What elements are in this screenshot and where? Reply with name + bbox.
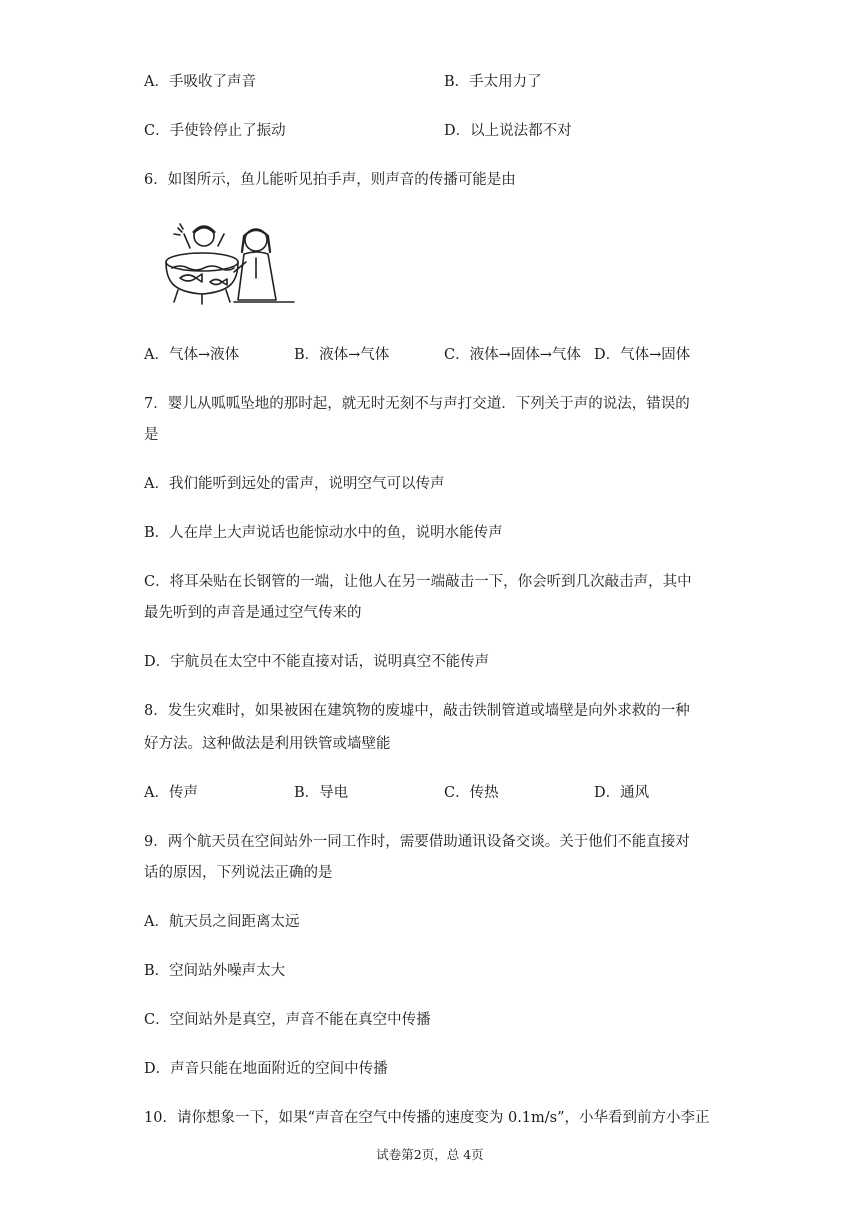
q7-option-d[interactable]: D．宇航员在太空中不能直接对话，说明真空不能传声 <box>144 654 490 670</box>
q8-stem-line2: 好方法。这种做法是利用铁管或墙壁能 <box>144 736 391 752</box>
q8-option-d[interactable]: D．通风 <box>594 785 650 801</box>
q9-stem-line2: 话的原因，下列说法正确的是 <box>144 865 333 881</box>
q8-option-a[interactable]: A．传声 <box>144 785 198 801</box>
page-footer: 试卷第2页，总 4页 <box>376 1147 484 1162</box>
q9-stem-line1: 9．两个航天员在空间站外一同工作时，需要借助通讯设备交谈。关于他们不能直接对 <box>144 834 690 850</box>
q7-option-c-line2[interactable]: 最先听到的声音是通过空气传来的 <box>144 605 362 621</box>
q7-stem-line1: 7．婴儿从呱呱坠地的那时起，就无时无刻不与声打交道．下列关于声的说法，错误的 <box>144 396 690 412</box>
q5-option-a[interactable]: A．手吸收了声音 <box>144 74 256 90</box>
q6-stem: 6．如图所示，鱼儿能听见拍手声，则声音的传播可能是由 <box>144 172 516 188</box>
q7-stem-line2: 是 <box>144 427 159 443</box>
q6-option-a[interactable]: A．气体→液体 <box>144 347 240 363</box>
q5-option-b[interactable]: B．手太用力了 <box>444 74 542 90</box>
q8-option-c[interactable]: C．传热 <box>444 785 499 801</box>
q6-option-b[interactable]: B．液体→气体 <box>294 347 390 363</box>
q10-stem-line1: 10．请你想象一下，如果“声音在空气中传播的速度变为 0.1m/s”，小华看到前方小李正 <box>144 1110 710 1126</box>
q9-option-d[interactable]: D．声音只能在地面附近的空间中传播 <box>144 1061 388 1077</box>
q5-option-d[interactable]: D．以上说法都不对 <box>444 123 572 139</box>
q7-option-b[interactable]: B．人在岸上大声说话也能惊动水中的鱼，说明水能传声 <box>144 525 503 541</box>
q8-option-b[interactable]: B．导电 <box>294 785 349 801</box>
q9-option-b[interactable]: B．空间站外噪声太大 <box>144 963 286 979</box>
q7-option-c-line1[interactable]: C．将耳朵贴在长钢管的一端，让他人在另一端敲击一下，你会听到几次敲击声，其中 <box>144 574 692 590</box>
q6-option-c[interactable]: C．液体→固体→气体 <box>444 347 581 363</box>
q9-option-a[interactable]: A．航天员之间距离太远 <box>144 914 300 930</box>
kids-clapping-by-fish-tank-illustration <box>160 222 296 310</box>
q8-stem-line1: 8．发生灾难时，如果被困在建筑物的废墟中，敲击铁制管道或墙壁是向外求救的一种 <box>144 703 690 719</box>
q7-option-a[interactable]: A．我们能听到远处的雷声，说明空气可以传声 <box>144 476 445 492</box>
q9-option-c[interactable]: C．空间站外是真空，声音不能在真空中传播 <box>144 1012 431 1028</box>
q6-option-d[interactable]: D．气体→固体 <box>594 347 691 363</box>
q5-option-c[interactable]: C．手使铃停止了振动 <box>144 123 286 139</box>
